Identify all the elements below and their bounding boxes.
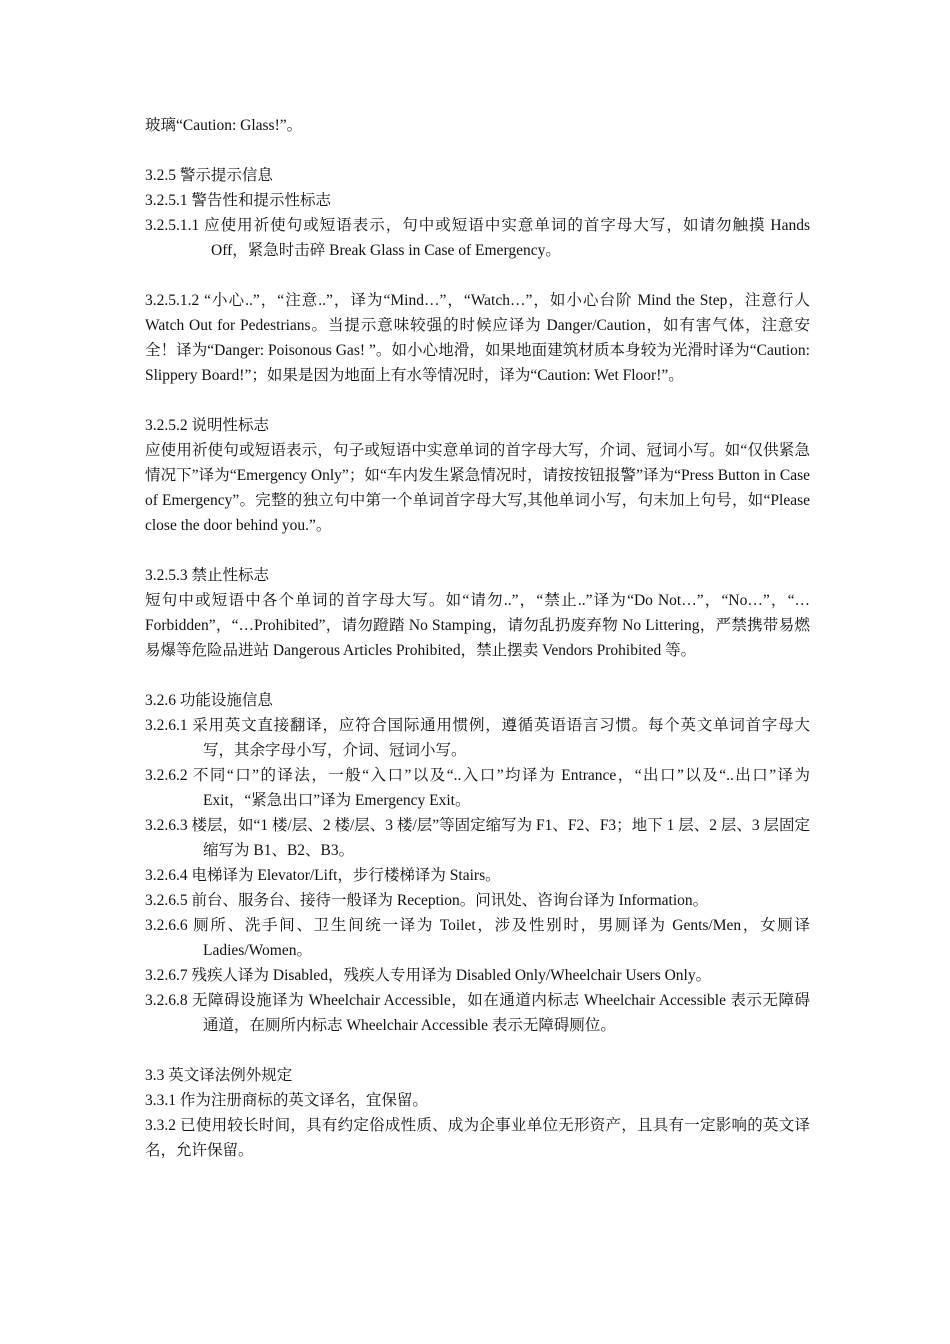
list-item: 3.2.6.6 厕所、洗手间、卫生间统一译为 Toilet，涉及性别时，男厕译为 Gents/Men，女厕译 Ladies/Women。 <box>145 917 810 959</box>
list-item: 3.2.6.4 电梯译为 Elevator/Lift，步行楼梯译为 Stairs。 <box>145 867 501 884</box>
section-3-2-5-3-body: 短句中或短语中各个单词的首字母大写。如“请勿..”，“禁止..”译为“Do Not…”，“No…”，“…Forbidden”，“…Prohibited”，请勿蹬踏 No Stamping，请勿乱扔废弃物 No Littering，严禁携带易燃易爆等危险品进站 Dangerous Articles Prohibited，禁止摆卖 Vendors Prohibited 等。 <box>145 592 810 659</box>
section-3-2-5-2-body: 应使用祈使句或短语表示，句子或短语中实意单词的首字母大写，介词、冠词小写。如“仅供紧急情况下”译为“Emergency Only”；如“车内发生紧急情况时，请按按钮报警”译为“Press Button in Case of Emergency”。完整的独立句中第一个单词首字母大写,其他单词小写，句末加上句号，如“Please close the door behind you.”。 <box>145 442 810 534</box>
spacer <box>145 1038 810 1063</box>
spacer <box>145 138 810 163</box>
spacer <box>145 538 810 563</box>
section-3-3-1: 3.3.1 作为注册商标的英文译名，宜保留。 <box>145 1092 428 1109</box>
list-item: 3.2.6.1 采用英文直接翻译，应符合国际通用惯例，遵循英语语言习惯。每个英文单词首字母大写，其余字母小写，介词、冠词小写。 <box>145 717 810 759</box>
list-item: 3.2.6.5 前台、服务台、接待一般译为 Reception。问讯处、咨询台译为 Information。 <box>145 892 709 909</box>
list-item: 3.2.6.2 不同“口”的译法，一般“入口”以及“..入口”均译为 Entrance，“出口”以及“..出口”译为 Exit，“紧急出口”译为 Emergency Exit。 <box>145 767 810 809</box>
section-3-2-5-heading: 3.2.5 警示提示信息 <box>145 167 273 184</box>
section-3-2-5-3-heading: 3.2.5.3 禁止性标志 <box>145 567 270 584</box>
spacer <box>145 263 810 288</box>
section-3-2-5-2-heading: 3.2.5.2 说明性标志 <box>145 417 270 434</box>
intro-line: 玻璃“Caution: Glass!”。 <box>145 117 303 134</box>
section-3-2-5-1-1: 3.2.5.1.1 应使用祈使句或短语表示，句中或短语中实意单词的首字母大写，如请勿触摸 Hands Off，紧急时击碎 Break Glass in Case of Emergency。 <box>145 217 810 259</box>
section-3-2-5-1-2: 3.2.5.1.2 “小心..”，“注意..”，译为“Mind…”，“Watch…”，如小心台阶 Mind the Step，注意行人 Watch Out for Pedestrians。当提示意味较强的时候应译为 Danger/Caution，如有害气体，注意安全！译为“Danger: Poisonous Gas! ”。如小心地滑，如果地面建筑材质本身较为光滑时译为“Caution: Slippery Board!”；如果是因为地面上有水等情况时，译为“Caution: Wet Floor!”。 <box>145 292 810 384</box>
document-page <box>145 113 810 1163</box>
section-3-3-heading: 3.3 英文译法例外规定 <box>145 1067 293 1084</box>
list-item: 3.2.6.3 楼层，如“1 楼/层、2 楼/层、3 楼/层”等固定缩写为 F1、F2、F3；地下 1 层、2 层、3 层固定缩写为 B1、B2、B3。 <box>145 817 810 859</box>
list-item: 3.2.6.8 无障碍设施译为 Wheelchair Accessible，如在通道内标志 Wheelchair Accessible 表示无障碍通道，在厕所内标志 Wheelchair Accessible 表示无障碍厕位。 <box>145 992 810 1034</box>
list-item: 3.2.6.7 残疾人译为 Disabled，残疾人专用译为 Disabled Only/Wheelchair Users Only。 <box>145 967 712 984</box>
spacer <box>145 388 810 413</box>
section-3-2-5-1-heading: 3.2.5.1 警告性和提示性标志 <box>145 192 332 209</box>
spacer <box>145 663 810 688</box>
section-3-3-2: 3.3.2 已使用较长时间，具有约定俗成性质、成为企事业单位无形资产，且具有一定影响的英文译名，允许保留。 <box>145 1117 810 1159</box>
section-3-2-6-heading: 3.2.6 功能设施信息 <box>145 692 273 709</box>
